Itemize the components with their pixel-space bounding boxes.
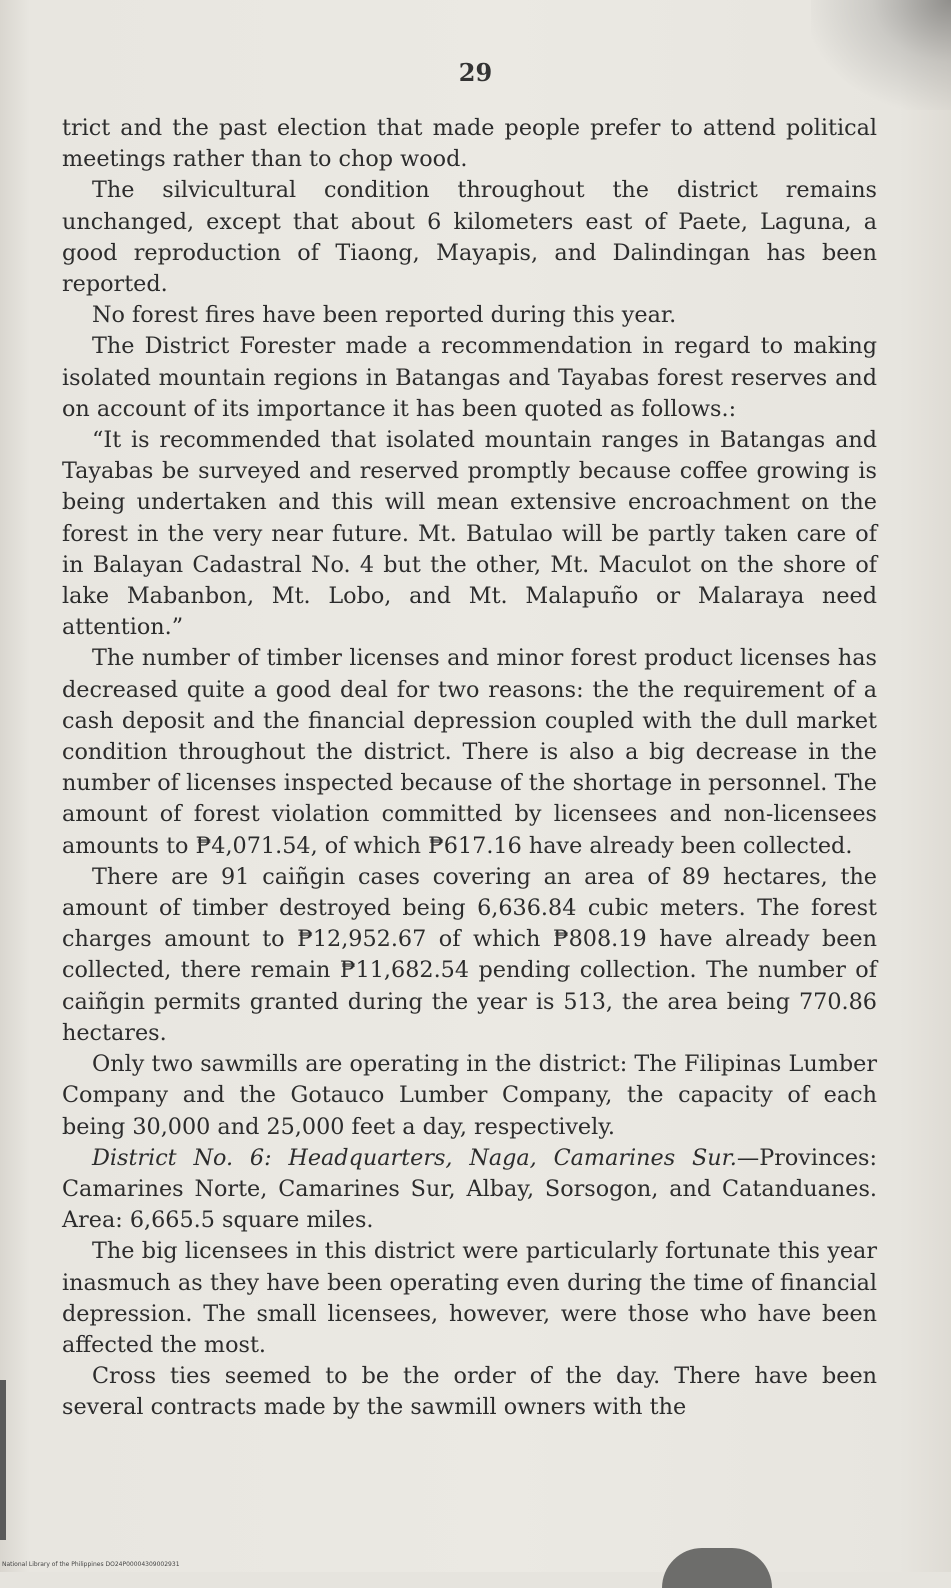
scan-thumb-shadow: [662, 1548, 772, 1588]
paragraph-6: The number of timber licenses and minor forest product licenses has decreased quite a good deal for two reasons: the the requirement of a cash deposit and the financial depression coupled with the dull market condition throughout the district. There is also a big decrease in the number of licenses inspected because of the shortage in personnel. The amount of forest violation committed by licensees and non-licensees amounts to ₱4,071.54, of which ₱617.16 have already been collected.: [62, 645, 877, 859]
library-footer-label: National Library of the Philippines DO24P00004309002931: [2, 1561, 180, 1568]
paragraph-8: Only two sawmills are operating in the district: The Filipinas Lumber Company and the Gotauco Lumber Company, the capacity of each being 30,000 and 25,000 feet a day, respectively.: [62, 1051, 877, 1140]
scan-corner-shadow: [811, 0, 951, 110]
paragraph-1: trict and the past election that made people prefer to attend political meetings rather than to chop wood.: [62, 115, 877, 173]
page-number: 29: [458, 58, 493, 87]
paragraph-7: There are 91 caiñgin cases covering an area of 89 hectares, the amount of timber destroyed being 6,636.84 cubic meters. The forest charges amount to ₱12,952.67 of which ₱808.19 have already been collected, there remain ₱11,682.54 pending collection. The number of caiñgin permits granted during the year is 513, the area being 770.86 hectares.: [62, 863, 877, 1046]
paragraph-3: No forest fires have been reported during this year.: [92, 302, 677, 329]
paragraph-10: The big licensees in this district were particularly fortunate this year inasmuch as they have been operating even during the time of financial depression. The small licensees, however, were those who have been affected the most.: [62, 1238, 877, 1358]
paragraph-4: The District Forester made a recommendation in regard to making isolated mountain regions in Batangas and Tayabas forest reserves and on account of its importance it has been quoted as follows.:: [62, 333, 877, 422]
paragraph-5-quotation: “It is recommended that isolated mountain ranges in Batangas and Tayabas be surveyed and reserved promptly because coffee growing is being undertaken and this will mean extensive encroachment on the forest in the very near future. Mt. Batulao will be partly taken care of in Balayan Cadastral No. 4 but the other, Mt. Maculot on the shore of lake Mabanbon, Mt. Lobo, and Mt. Malapuño or Malaraya need attention.”: [62, 427, 877, 641]
paragraph-2: The silvicultural condition throughout the district remains unchanged, except that about 6 kilometers east of Paete, Laguna, a good reproduction of Tiaong, Mayapis, and Dalindingan has been reported.: [62, 177, 877, 298]
paragraph-11: Cross ties seemed to be the order of the day. There have been several contracts made by the sawmill owners with the: [62, 1363, 877, 1421]
paragraph-9-district-heading: [62, 1143, 877, 1237]
body-text: [62, 113, 877, 1424]
scan-left-edge: [0, 1380, 6, 1540]
district-heading: District No. 6: Headquarters, Naga, Camarines Sur.: [92, 1144, 737, 1171]
district-details: —Provinces: Camarines Norte, Camarines Sur, Albay, Sorsogon, and Catanduanes. Area: 6,665.5 square miles.: [62, 1144, 877, 1234]
